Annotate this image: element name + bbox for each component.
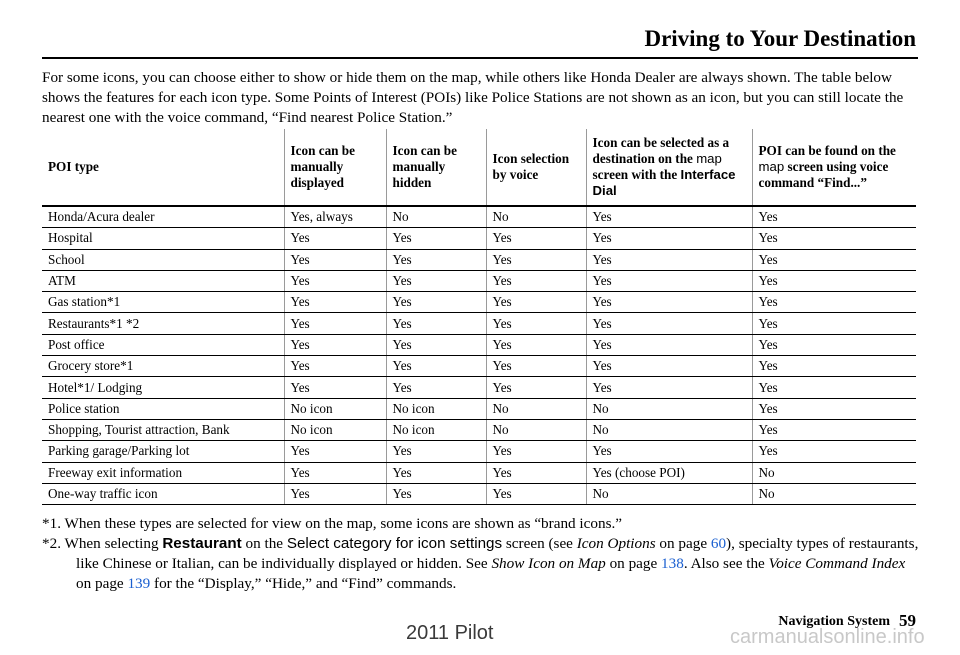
table-cell: Yes xyxy=(586,249,752,270)
table-cell: School xyxy=(42,249,284,270)
table-cell: Yes xyxy=(486,313,586,334)
table-row xyxy=(42,292,916,313)
fn2-icon-options: Icon Options xyxy=(576,535,656,552)
footnotes xyxy=(42,514,922,594)
table-cell: No xyxy=(752,483,916,504)
page-link-60[interactable]: 60 xyxy=(710,535,727,552)
table-cell: Yes xyxy=(386,334,486,355)
footnote-2 xyxy=(42,534,922,594)
table-cell: Yes xyxy=(284,313,386,334)
table-cell: Yes xyxy=(284,228,386,249)
table-cell: Yes xyxy=(486,249,586,270)
table-cell: Yes xyxy=(386,356,486,377)
table-cell: Yes xyxy=(752,356,916,377)
table-cell: Yes xyxy=(752,249,916,270)
table-cell: Honda/Acura dealer xyxy=(42,206,284,228)
table-row xyxy=(42,206,916,228)
fn2-text-4: on page xyxy=(659,535,708,552)
table-cell: Yes xyxy=(486,356,586,377)
table-cell: Parking garage/Parking lot xyxy=(42,441,284,462)
table-cell: No xyxy=(486,206,586,228)
fn2-text-8: on page xyxy=(76,575,124,592)
table-cell: Yes xyxy=(386,228,486,249)
table-cell: No xyxy=(486,419,586,440)
table-cell: Yes xyxy=(586,292,752,313)
fn2-voice-command-index: Voice Command Index xyxy=(768,555,906,572)
table-cell: Yes xyxy=(284,292,386,313)
fn2-text-2: on the xyxy=(245,535,284,552)
table-cell: Yes xyxy=(284,249,386,270)
header-find-map: map xyxy=(758,159,785,174)
fn2-restaurant: Restaurant xyxy=(162,535,242,552)
table-cell: Yes xyxy=(486,228,586,249)
fn2-text-3: screen (see xyxy=(505,535,573,552)
table-cell: Hospital xyxy=(42,228,284,249)
table-cell: Yes xyxy=(752,206,916,228)
header-destination-text-b: screen with the xyxy=(592,167,678,182)
fn2-text-5: ), specialty types of restaurants, like Chinese or Italian, can be individually displayed or hidden. See xyxy=(76,535,919,572)
header-find xyxy=(752,129,916,206)
table-cell: Yes, always xyxy=(284,206,386,228)
table-cell: Yes xyxy=(284,334,386,355)
table-cell: Yes xyxy=(386,441,486,462)
fn2-show-icon-on-map: Show Icon on Map xyxy=(491,555,606,572)
table-row xyxy=(42,334,916,355)
header-manual-display: Icon can be manually displayed xyxy=(284,129,386,206)
table-cell: Yes xyxy=(586,270,752,291)
table-cell: Freeway exit information xyxy=(42,462,284,483)
header-divider xyxy=(42,57,918,59)
fn2-text-1: *2. When selecting xyxy=(42,535,159,552)
table-cell: Yes xyxy=(752,270,916,291)
table-cell: Yes xyxy=(586,377,752,398)
poi-feature-table xyxy=(42,129,916,505)
table-row xyxy=(42,419,916,440)
table-cell: Yes xyxy=(386,377,486,398)
table-cell: Yes xyxy=(486,334,586,355)
fn2-text-9: for the “Display,” “Hide,” and “Find” commands. xyxy=(154,575,457,592)
watermark-model: 2011 Pilot xyxy=(406,622,494,644)
table-cell: Yes xyxy=(752,292,916,313)
table-cell: No icon xyxy=(386,419,486,440)
header-find-text-b: screen using voice command “Find...” xyxy=(758,159,889,190)
table-row xyxy=(42,313,916,334)
table-cell: One-way traffic icon xyxy=(42,483,284,504)
header-find-text-a: POI can be found on the xyxy=(758,143,896,158)
table-row xyxy=(42,398,916,419)
table-cell: Yes xyxy=(486,377,586,398)
header-destination-dial: Interface Dial xyxy=(592,167,736,198)
table-cell: Gas station*1 xyxy=(42,292,284,313)
header-voice-selection: Icon selection by voice xyxy=(486,129,586,206)
header-destination xyxy=(586,129,752,206)
table-cell: Yes xyxy=(486,270,586,291)
table-cell: ATM xyxy=(42,270,284,291)
table-row xyxy=(42,249,916,270)
table-cell: Yes xyxy=(586,228,752,249)
header-destination-map: map xyxy=(696,151,722,166)
footnote-1: *1. When these types are selected for view on the map, some icons are shown as “brand icons.” xyxy=(42,515,623,532)
table-cell: No icon xyxy=(284,398,386,419)
fn2-text-6: on page xyxy=(609,555,658,572)
table-cell: No icon xyxy=(284,419,386,440)
table-cell: No xyxy=(586,398,752,419)
table-cell: Hotel*1/ Lodging xyxy=(42,377,284,398)
table-row xyxy=(42,462,916,483)
table-cell: Yes xyxy=(486,292,586,313)
table-row xyxy=(42,483,916,504)
table-cell: Yes xyxy=(386,270,486,291)
table-cell: Yes xyxy=(586,441,752,462)
table-cell: Yes xyxy=(586,356,752,377)
table-header-row xyxy=(42,129,916,206)
intro-paragraph: For some icons, you can choose either to show or hide them on the map, while others like Honda Dealer are always shown. The table below shows the features for each icon type. Some Points of Interest (POIs) like Police Stations are not shown as an icon, but you can still locate the nearest one with the voice command, “Find nearest Police Station.” xyxy=(42,69,904,126)
table-cell: Restaurants*1 *2 xyxy=(42,313,284,334)
table-cell: No xyxy=(586,483,752,504)
page-link-138[interactable]: 138 xyxy=(661,555,684,572)
table-cell: Yes xyxy=(752,313,916,334)
table-cell: Yes xyxy=(586,313,752,334)
table-cell: Post office xyxy=(42,334,284,355)
table-row xyxy=(42,441,916,462)
page-link-139[interactable]: 139 xyxy=(127,575,151,592)
table-row xyxy=(42,377,916,398)
table-cell: No xyxy=(386,206,486,228)
header-manual-hidden: Icon can be manually hidden xyxy=(386,129,486,206)
fn2-select-category-screen: Select category for icon settings xyxy=(286,535,503,552)
table-cell: Yes xyxy=(752,228,916,249)
table-cell: Yes xyxy=(486,483,586,504)
table-cell: No xyxy=(486,398,586,419)
table-cell: Yes xyxy=(284,270,386,291)
table-cell: Yes xyxy=(752,419,916,440)
table-cell: Yes xyxy=(752,334,916,355)
header-poi-type: POI type xyxy=(42,129,284,206)
footer-section-label: Navigation System xyxy=(778,614,890,629)
table-cell: Yes xyxy=(284,377,386,398)
page-number: 59 xyxy=(899,611,916,630)
table-cell: Yes xyxy=(486,441,586,462)
watermark-site: carmanualsonline.info xyxy=(730,626,925,648)
table-cell: No xyxy=(586,419,752,440)
table-cell: Yes (choose POI) xyxy=(586,462,752,483)
table-cell: Yes xyxy=(486,462,586,483)
table-row xyxy=(42,228,916,249)
table-cell: Yes xyxy=(586,206,752,228)
table-cell: Yes xyxy=(284,441,386,462)
header-destination-text-a: Icon can be selected as a destination on the xyxy=(592,135,730,166)
table-cell: No icon xyxy=(386,398,486,419)
table-row xyxy=(42,270,916,291)
table-cell: Yes xyxy=(752,441,916,462)
table-cell: Grocery store*1 xyxy=(42,356,284,377)
table-cell: Yes xyxy=(386,483,486,504)
table-cell: Yes xyxy=(386,292,486,313)
table-cell: Yes xyxy=(752,398,916,419)
table-cell: Yes xyxy=(386,313,486,334)
table-cell: Yes xyxy=(284,356,386,377)
table-cell: Yes xyxy=(284,483,386,504)
table-cell: Yes xyxy=(386,249,486,270)
table-cell: Yes xyxy=(752,377,916,398)
table-cell: Police station xyxy=(42,398,284,419)
fn2-text-7: . Also see the xyxy=(683,555,765,572)
table-row xyxy=(42,356,916,377)
table-cell: No xyxy=(752,462,916,483)
table-cell: Yes xyxy=(586,334,752,355)
table-cell: Yes xyxy=(284,462,386,483)
table-cell: Shopping, Tourist attraction, Bank xyxy=(42,419,284,440)
table-body xyxy=(42,206,916,505)
page-title: Driving to Your Destination xyxy=(644,26,916,51)
table-cell: Yes xyxy=(386,462,486,483)
